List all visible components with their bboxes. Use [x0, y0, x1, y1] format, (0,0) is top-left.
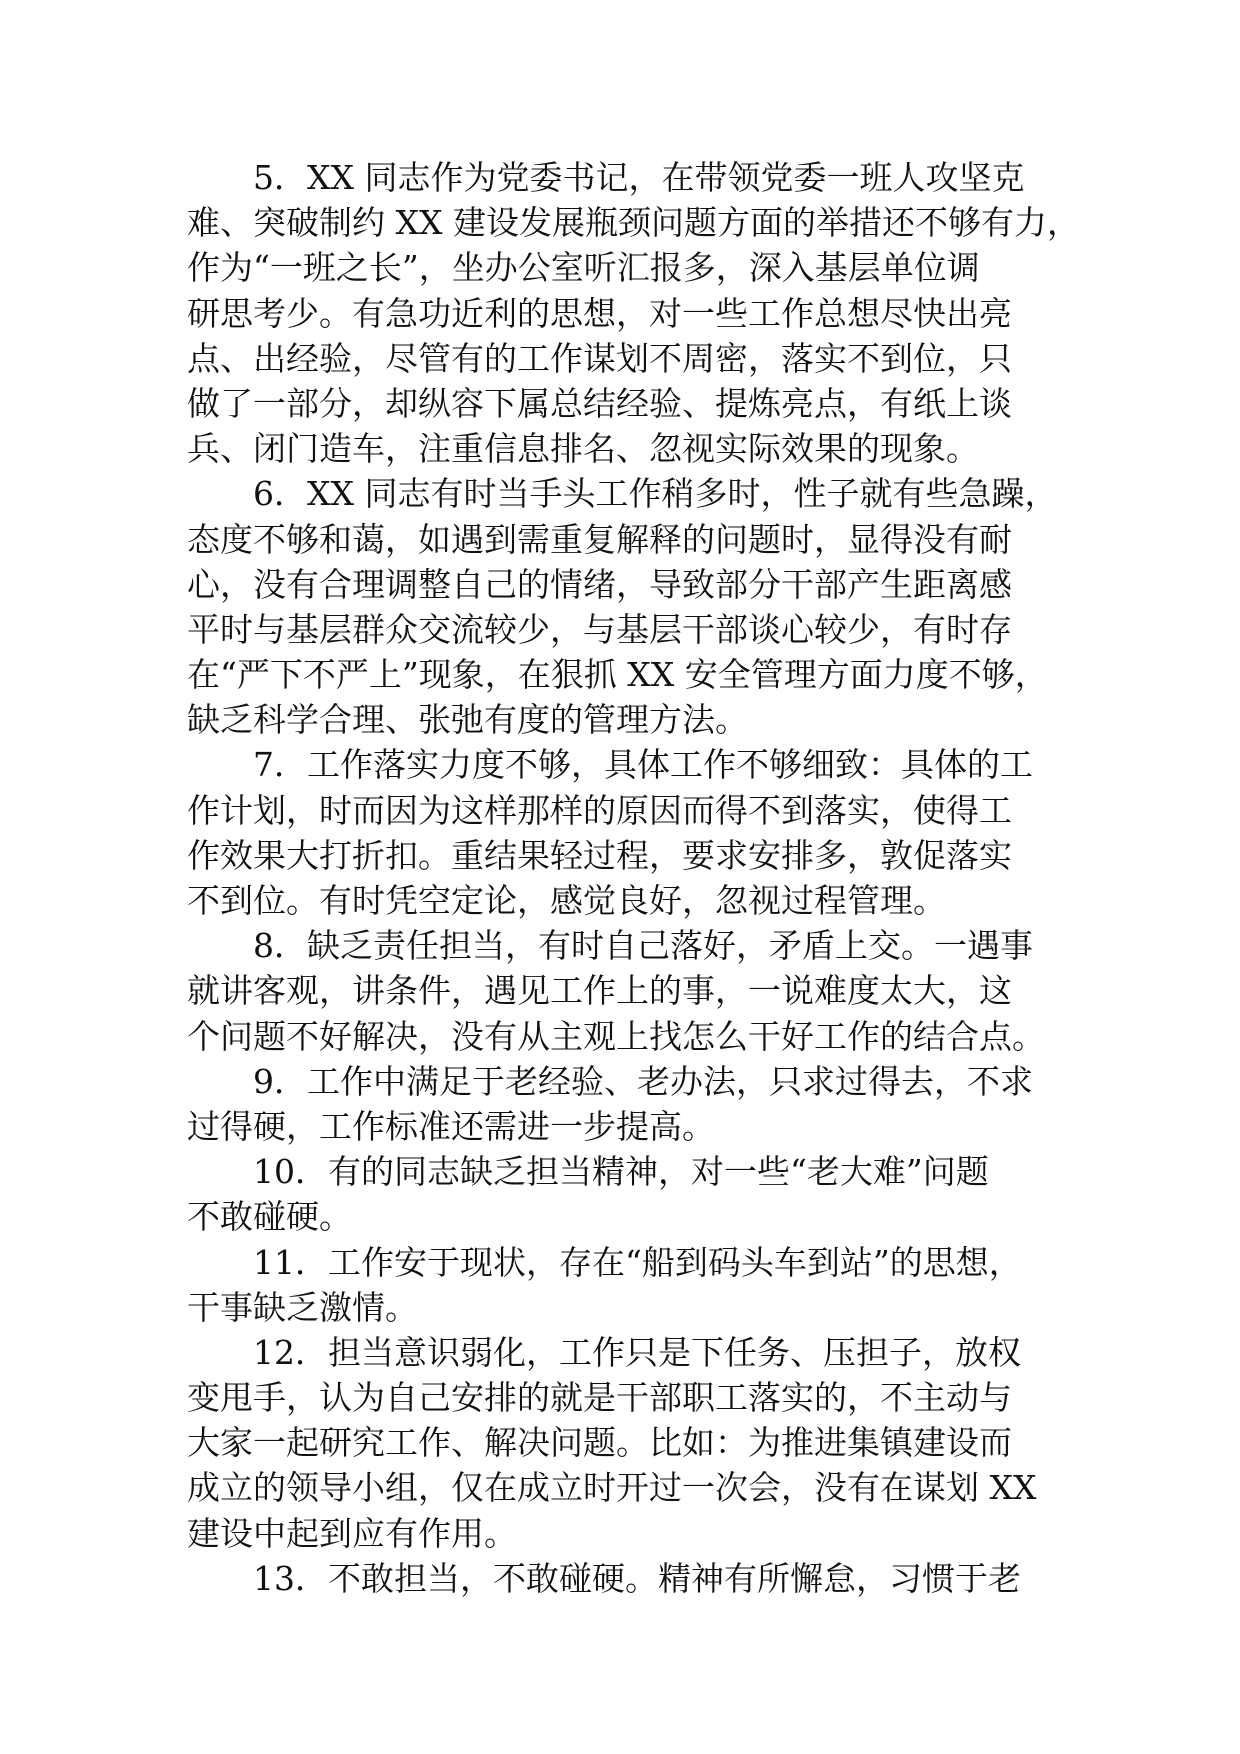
paragraph-7	[187, 742, 1067, 923]
text-line: 缺乏科学合理、张弛有度的管理方法。	[187, 700, 748, 740]
text-line: 8．缺乏责任担当，有时自己落好，矛盾上交。一遇事	[253, 926, 1033, 966]
text-line: 兵、闭门造车，注重信息排名、忽视实际效果的现象。	[187, 429, 979, 469]
text-line: 点、出经验，尽管有的工作谋划不周密，落实不到位，只	[187, 338, 1012, 378]
text-line: 10．有的同志缺乏担当精神，对一些“老大难”问题	[253, 1152, 989, 1192]
text-line: 个问题不好解决，没有从主观上找怎么干好工作的结合点。	[187, 1016, 1045, 1056]
text-line: 11．工作安于现状，存在“船到码头车到站”的思想，	[253, 1242, 1022, 1282]
text-line: 不敢碰硬。	[187, 1197, 352, 1237]
text-line: 态度不够和蔼，如遇到需重复解释的问题时，显得没有耐	[187, 519, 1012, 559]
text-line: 13．不敢担当，不敢碰硬。精神有所懈怠，习惯于老	[253, 1558, 1021, 1598]
text-line: 7．工作落实力度不够，具体工作不够细致：具体的工	[253, 745, 1033, 785]
text-line: 就讲客观，讲条件，遇见工作上的事，一说难度太大，这	[187, 971, 1012, 1011]
paragraph-13	[187, 1556, 1067, 1601]
text-line: 建设中起到应有作用。	[187, 1513, 517, 1553]
paragraph-12	[187, 1330, 1067, 1556]
text-line: 作计划，时而因为这样那样的原因而得不到落实，使得工	[187, 790, 1012, 830]
paragraph-8	[187, 923, 1067, 1059]
text-line: 干事缺乏激情。	[187, 1287, 418, 1327]
text-line: 5．XX 同志作为党委书记，在带领党委一班人攻坚克	[253, 158, 1025, 197]
paragraph-5	[187, 155, 1080, 471]
paragraph-10	[187, 1149, 1067, 1239]
text-line: 成立的领导小组，仅在成立时开过一次会，没有在谋划 XX	[187, 1468, 1037, 1508]
text-line: 心，没有合理调整自己的情绪，导致部分干部产生距离感	[187, 564, 1012, 604]
text-line: 大家一起研究工作、解决问题。比如：为推进集镇建设而	[187, 1423, 1012, 1463]
text-line: 12．担当意识弱化，工作只是下任务、压担子，放权	[253, 1332, 1021, 1372]
text-line: 作效果大打折扣。重结果轻过程，要求安排多，敦促落实	[187, 835, 1012, 875]
text-line: 不到位。有时凭空定论，感觉良好，忽视过程管理。	[187, 881, 946, 920]
text-line: 过得硬，工作标准还需进一步提高。	[187, 1106, 715, 1146]
paragraph-9	[187, 1059, 1067, 1149]
paragraph-6	[187, 471, 1067, 742]
text-line: 作为“一班之长”，坐办公室听汇报多，深入基层单位调	[187, 248, 980, 288]
text-line: 6．XX 同志有时当手头工作稍多时，性子就有些急躁，	[253, 474, 1058, 514]
text-line: 变甩手，认为自己安排的就是干部职工落实的，不主动与	[187, 1378, 1012, 1418]
text-line: 9．工作中满足于老经验、老办法，只求过得去，不求	[253, 1061, 1033, 1101]
text-line: 平时与基层群众交流较少，与基层干部谈心较少，有时存	[187, 609, 1012, 649]
text-line: 难、突破制约 XX 建设发展瓶颈问题方面的举措还不够有力，	[187, 203, 1080, 243]
text-line: 在“严下不严上”现象，在狠抓 XX 安全管理方面力度不够，	[187, 655, 1048, 695]
document-body	[187, 155, 1080, 1601]
text-line: 做了一部分，却纵容下属总结经验、提炼亮点，有纸上谈	[187, 383, 1012, 423]
paragraph-11	[187, 1240, 1067, 1330]
text-line: 研思考少。有急功近利的思想，对一些工作总想尽快出亮	[187, 293, 1012, 333]
